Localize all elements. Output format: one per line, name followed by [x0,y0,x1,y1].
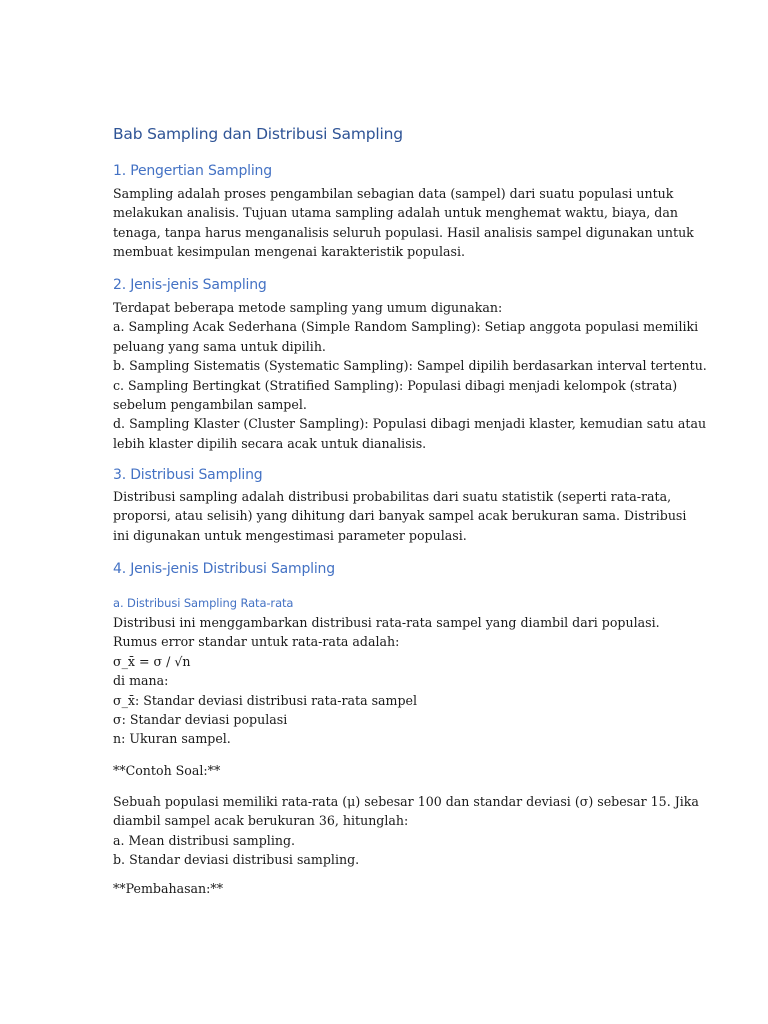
paragraph-line: ini digunakan untuk mengestimasi parameter populasi. [113,527,467,543]
section-2-heading: 2. Jenis-jenis Sampling [113,277,267,293]
section-1-paragraph [113,184,694,262]
list-item: b. Sampling Sistematis (Systematic Sampling): Sampel dipilih berdasarkan interval tertentu. [113,358,707,374]
section-2-paragraph [113,298,707,453]
paragraph-line: Distribusi sampling adalah distribusi probabilitas dari suatu statistik (seperti rata-rata, [113,489,672,504]
paragraph-line: Sebuah populasi memiliki rata-rata (μ) sebesar 100 dan standar deviasi (σ) sebesar 15. Jika [113,794,699,809]
list-item: b. Standar deviasi distribusi sampling. [113,852,360,868]
list-item: a. Mean distribusi sampling. [113,832,296,848]
paragraph-line: membuat kesimpulan mengenai karakteristik populasi. [113,244,465,260]
contoh-soal-label-block [113,761,663,780]
contoh-soal-paragraph [113,792,699,870]
section-3-heading: 3. Distribusi Sampling [113,467,263,483]
definition-line: σ: Standar deviasi populasi [113,711,288,727]
definition-line: σ_x̄: Standar deviasi distribusi rata-rata sampel [113,692,418,708]
list-item: lebih klaster dipilih secara acak untuk dianalisis. [113,435,427,451]
pembahasan-label-block [113,879,663,898]
contoh-soal-label: **Contoh Soal:** [113,763,221,778]
section-4-heading: 4. Jenis-jenis Distribusi Sampling [113,561,335,577]
paragraph-line: Rumus error standar untuk rata-rata adalah: [113,634,400,650]
paragraph-line: Sampling adalah proses pengambilan sebagian data (sampel) dari suatu populasi untuk [113,186,674,201]
paragraph-line: Distribusi ini menggambarkan distribusi rata-rata sampel yang diambil dari populasi. [113,615,660,630]
pembahasan-label: **Pembahasan:** [113,881,224,896]
list-item: a. Sampling Acak Sederhana (Simple Random Sampling): Setiap anggota populasi memiliki [113,319,699,335]
paragraph-line: di mana: [113,673,169,689]
paragraph-line: tenaga, tanpa harus menganalisis seluruh populasi. Hasil analisis sampel digunakan untuk [113,224,694,240]
paragraph-line: diambil sampel acak berukuran 36, hitunglah: [113,813,409,829]
definition-line: n: Ukuran sampel. [113,731,231,747]
subsection-heading: a. Distribusi Sampling Rata-rata [113,596,294,610]
list-item: peluang yang sama untuk dipilih. [113,338,326,354]
list-item: c. Sampling Bertingkat (Stratified Sampling): Populasi dibagi menjadi kelompok (strata) [113,377,678,393]
paragraph-line: melakukan analisis. Tujuan utama sampling adalah untuk menghemat waktu, biaya, dan [113,205,678,221]
list-item: sebelum pengambilan sampel. [113,396,307,412]
formula-line: σ_x̄ = σ / √n [113,653,191,669]
paragraph-line: Terdapat beberapa metode sampling yang umum digunakan: [113,300,503,315]
section-3-paragraph [113,487,687,545]
list-item: d. Sampling Klaster (Cluster Sampling): Populasi dibagi menjadi klaster, kemudian satu atau [113,416,707,432]
section-4-paragraph [113,613,663,749]
paragraph-line: proporsi, atau selisih) yang dihitung dari banyak sampel acak berukuran sama. Distribusi [113,508,687,524]
section-1-heading: 1. Pengertian Sampling [113,163,272,179]
document-title: Bab Sampling dan Distribusi Sampling [113,125,403,143]
